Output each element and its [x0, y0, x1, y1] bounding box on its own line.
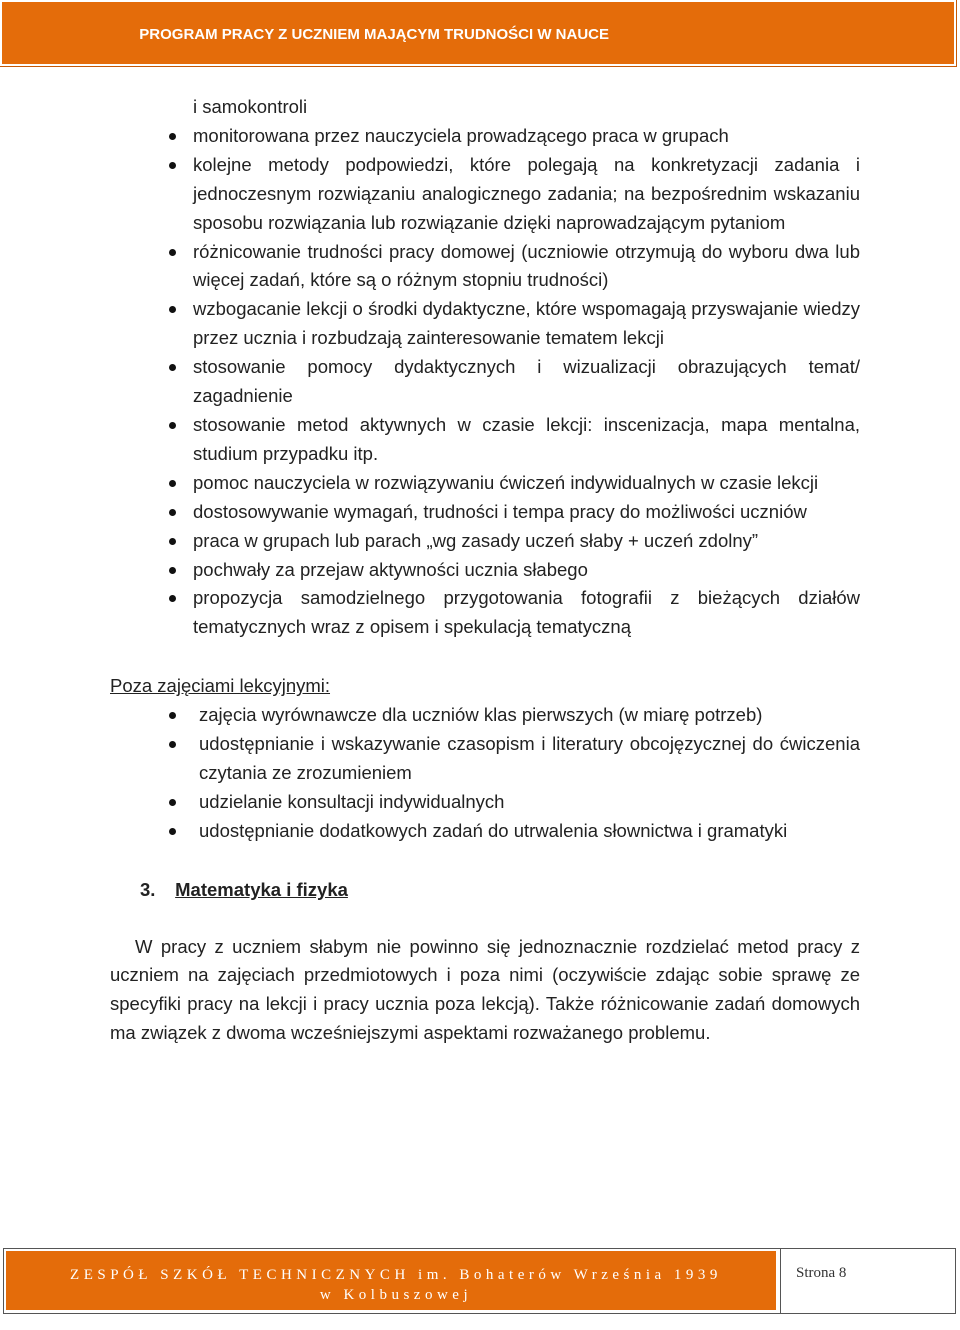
list-item: pomoc nauczyciela w rozwiązywaniu ćwiczeń indywidualnych w czasie lekcji [110, 469, 860, 498]
list-item: udostępnianie i wskazywanie czasopism i literatury obcojęzycznej do ćwiczenia czytania ze zrozumieniem [110, 730, 860, 788]
list-item: propozycja samodzielnego przygotowania fotografii z bieżących działów tematycznych wraz z opisem i spekulacją tematyczną [110, 584, 860, 642]
methods-list [110, 93, 860, 642]
footer-school-box [6, 1251, 776, 1310]
list-item: pochwały za przejaw aktywności ucznia słabego [110, 556, 860, 585]
list-item: kolejne metody podpowiedzi, które polegają na konkretyzacji zadania i jednoczesnym rozwiązaniu analogicznego zadania; na bezpośrednim wskazaniu sposobu rozwiązania lub rozwiązanie dzięki naprowadzającym pytaniom [110, 151, 860, 238]
section-title: Matematyka i fizyka [175, 878, 348, 900]
main-content [110, 93, 860, 1067]
list-item: stosowanie pomocy dydaktycznych i wizualizacji obrazujących temat/ zagadnienie [110, 353, 860, 411]
extracurricular-list [110, 701, 860, 846]
list-item: udzielanie konsultacji indywidualnych [110, 788, 860, 817]
page-footer [3, 1248, 956, 1314]
school-name [36, 1265, 756, 1305]
list-item: udostępnianie dodatkowych zadań do utrwalenia słownictwa i gramatyki [110, 817, 860, 846]
school-name-line1: ZESPÓŁ SZKÓŁ TECHNICZNYCH im. Bohaterów Września 1939 [70, 1267, 722, 1283]
section-number: 3. [140, 878, 156, 900]
list-item: monitorowana przez nauczyciela prowadzącego praca w grupach [110, 122, 860, 151]
section-heading [110, 876, 860, 905]
header-title: PROGRAM PRACY Z UCZNIEM MAJĄCYM TRUDNOŚCI W NAUCE [139, 26, 609, 43]
list-item: stosowanie metod aktywnych w czasie lekcji: inscenizacja, mapa mentalna, studium przypadku itp. [110, 411, 860, 469]
footer-divider [780, 1249, 781, 1313]
page-header [0, 0, 956, 66]
list-item: różnicowanie trudności pracy domowej (uczniowie otrzymują do wyboru dwa lub więcej zadań, które są o różnym stopniu trudności) [110, 238, 860, 296]
page-number: Strona 8 [796, 1265, 847, 1281]
list-item: dostosowywanie wymagań, trudności i tempa pracy do możliwości uczniów [110, 498, 860, 527]
section-label: Poza zajęciami lekcyjnymi: [110, 675, 331, 697]
school-name-line2: w Kolbuszowej [319, 1287, 473, 1303]
body-paragraph: W pracy z uczniem słabym nie powinno się jednoznacznie rozdzielać metod pracy z uczniem na zajęciach przedmiotowych i poza nimi (oczywiście zdając sobie sprawę ze specyfiki pracy na lekcji i pracy ucznia poza lekcją). Także różnicowanie zadań domowych ma związek z dwoma wcześniejszymi aspektami rozważanego problemu. [110, 935, 860, 1044]
list-item: zajęcia wyrównawcze dla uczniów klas pierwszych (w miarę potrzeb) [110, 701, 860, 730]
list-item: i samokontroli [193, 96, 308, 117]
list-item: praca w grupach lub parach „wg zasady uczeń słaby + uczeń zdolny” [110, 527, 860, 556]
list-item: wzbogacanie lekcji o środki dydaktyczne, które wspomagają przyswajanie wiedzy przez ucznia i rozbudzają zainteresowanie tematem lekcji [110, 295, 860, 353]
